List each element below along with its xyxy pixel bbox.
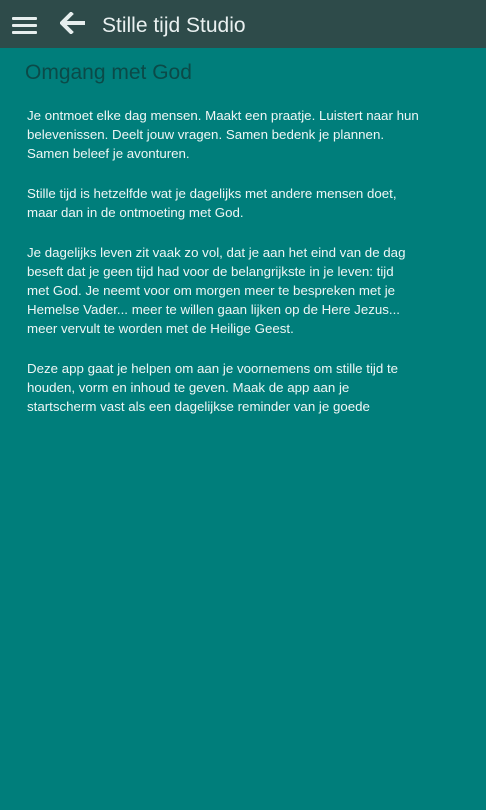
- arrow-left-icon: [60, 12, 86, 34]
- page-title: Omgang met God: [25, 61, 192, 84]
- back-button[interactable]: [60, 12, 86, 34]
- menu-line: [12, 17, 37, 20]
- paragraph: Je dagelijks leven zit vaak zo vol, dat je aan het eind van de dag beseft dat je geen tijd had voor de belangrijkste in je leven: tijd met God. Je neemt voor om morgen meer te bespreken met je Hemelse Vader... meer te willen gaan lijken op de Here Jezus... meer vervult te worden met de Heilige Geest.: [27, 245, 406, 336]
- paragraph: Je ontmoet elke dag mensen. Maakt een praatje. Luistert naar hun belevenissen. Deelt jouw vragen. Samen bedenk je plannen. Samen beleef je avonturen.: [27, 108, 419, 161]
- app-header: [0, 0, 486, 48]
- menu-line: [12, 31, 37, 34]
- menu-line: [12, 24, 37, 27]
- app-title: Stille tijd Studio: [102, 14, 246, 37]
- hamburger-menu-icon[interactable]: [12, 17, 37, 35]
- paragraph: Deze app gaat je helpen om aan je voornemens om stille tijd te houden, vorm en inhoud te geven. Maak de app aan je startscherm vast als een dagelijkse reminder van je goede: [27, 361, 399, 414]
- main-content[interactable]: [0, 48, 486, 810]
- paragraph: Stille tijd is hetzelfde wat je dagelijks met andere mensen doet, maar dan in de ontmoeting met God.: [27, 186, 397, 220]
- article-body[interactable]: [27, 106, 419, 459]
